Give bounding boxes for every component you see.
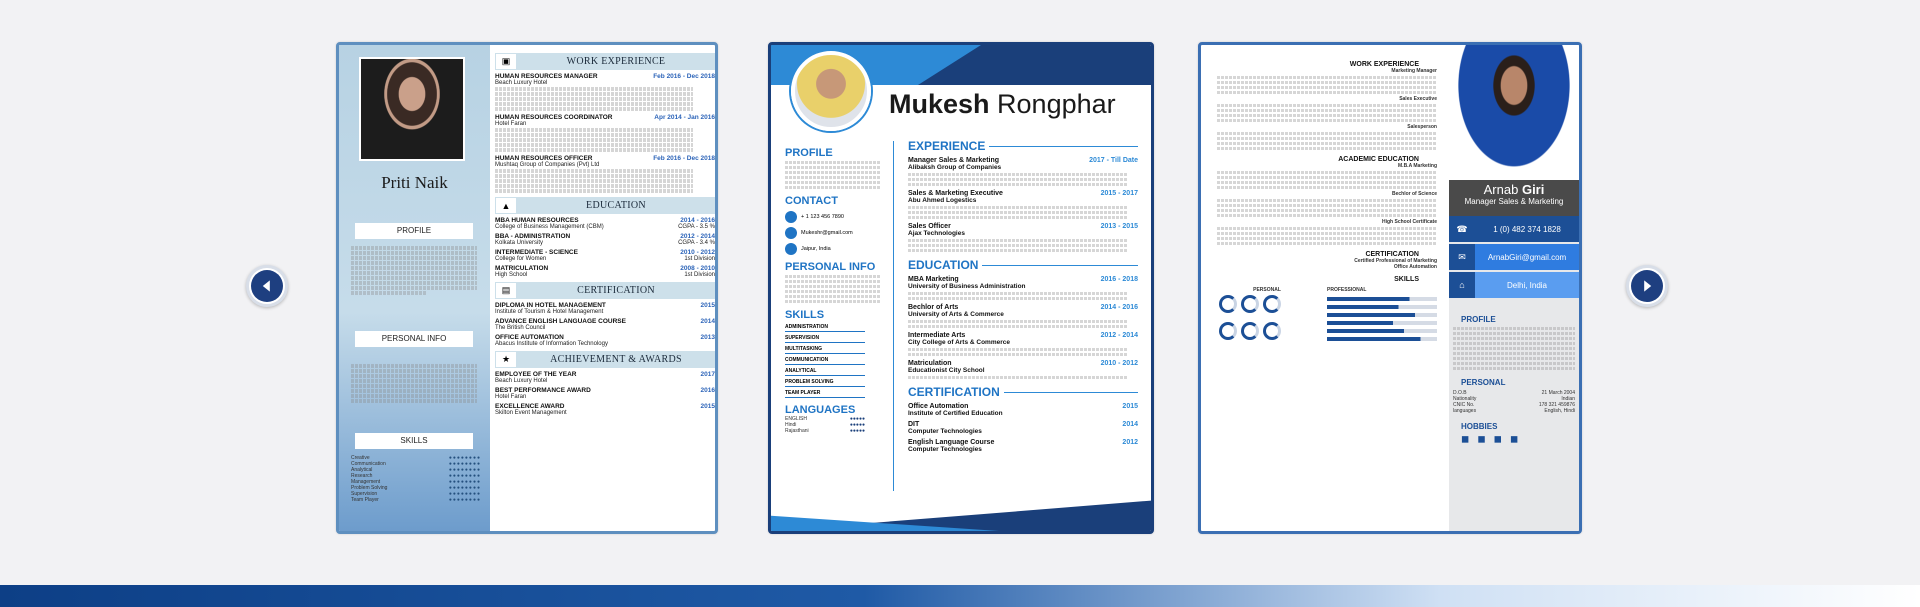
previous-button[interactable] xyxy=(246,265,288,307)
skill-item: COMMUNICATION xyxy=(785,357,865,365)
language-label: ENGLISH xyxy=(785,416,807,422)
certification-entry: DIPLOMA IN HOTEL MANAGEMENT 2015 Institute of Tourism & Hotel Management xyxy=(495,302,715,315)
profile-photo xyxy=(359,57,465,161)
skill-label: Analytical xyxy=(351,467,373,473)
award-entry: EXCELLENCE AWARD 2015 Skilton Event Management xyxy=(495,403,715,416)
resume2-right-column: EXPERIENCE Manager Sales & Marketing 2017 - Till Date Alibaksh Group of Companies Sales & Marketing Executive 2015 - 2017 Abu Ahmed Logestics Sales Officer 2013 - 2015 Ajax Technologies EDUCATION MBA Marketing 2016 - 2018 University of Business Administration Bechlor of Arts 2014 - 2016 University of Arts & Commerce Intermediate Arts 2012 - 2014 City College of Arts & Commerce Matriculation 2010 - 2012 Educationist City School CERTIFICATION Office Automation 2015 Institute of Certified Education DIT 2014 Computer Technologies English Language Course 2012 Computer Technologies xyxy=(908,139,1138,453)
education-heading: ▲ EDUCATION xyxy=(495,197,715,214)
certification-heading: CERTIFICATION xyxy=(1365,251,1419,258)
certification-heading: ▤ CERTIFICATION xyxy=(495,282,715,299)
skill-circle xyxy=(1263,295,1281,313)
skill-circle xyxy=(1241,322,1259,340)
resume2-name: Mukesh Rongphar xyxy=(889,89,1116,119)
skill-item: PROBLEM SOLVING xyxy=(785,379,865,387)
personal-skills: PERSONAL xyxy=(1217,287,1317,347)
skill-label: Team Player xyxy=(351,497,379,503)
education-entry: MBA HUMAN RESOURCES 2014 - 2016 College of Business Management (CBM) CGPA - 3.5 % xyxy=(495,217,715,230)
resume1-name: Priti Naik xyxy=(381,173,448,192)
next-button[interactable] xyxy=(1626,265,1668,307)
personal-info-list xyxy=(351,363,477,404)
certification-entry: OFFICE AUTOMATION 2013 Abacus Institute of Information Technology xyxy=(495,334,715,347)
location-row: Jaipur, India xyxy=(785,243,885,255)
resume3-namebox: Arnab Giri Manager Sales & Marketing xyxy=(1449,180,1579,216)
skill-label: Supervision xyxy=(351,491,378,497)
skill-item: SUPERVISION xyxy=(785,335,865,343)
hobbies-heading: HOBBIES xyxy=(1461,422,1498,431)
phone-row: + 1 123 456 7890 xyxy=(785,211,885,223)
profile-heading: PROFILE xyxy=(355,223,473,239)
skill-label: Communication xyxy=(351,461,386,467)
certification-heading: CERTIFICATION xyxy=(908,385,1138,399)
profile-heading: PROFILE xyxy=(1461,315,1496,324)
skill-circle xyxy=(1241,295,1259,313)
personal-info-heading: PERSONAL INFO xyxy=(355,331,473,347)
award-entry: EMPLOYEE OF THE YEAR 2017 Beach Luxury Hotel xyxy=(495,371,715,384)
arrow-left-icon xyxy=(251,270,283,302)
resume-template-1[interactable] xyxy=(336,42,718,534)
skill-item: MULTITASKING xyxy=(785,346,865,354)
resume-template-2[interactable] xyxy=(768,42,1154,534)
award-icon: ★ xyxy=(495,351,517,368)
award-entry: BEST PERFORMANCE AWARD 2016 Hotel Faran xyxy=(495,387,715,400)
skills-heading: SKILLS xyxy=(1394,276,1419,283)
language-label: Rajasthani xyxy=(785,428,809,434)
skill-circle xyxy=(1263,322,1281,340)
skill-circle xyxy=(1219,295,1237,313)
work-experience-heading: ▣ WORK EXPERIENCE xyxy=(495,53,715,70)
professional-skills: PROFESSIONAL xyxy=(1327,287,1437,347)
certificate-icon: ▤ xyxy=(495,282,517,299)
skills-heading: SKILLS xyxy=(355,433,473,449)
phone-row: ☎ 1 (0) 482 374 1828 xyxy=(1449,216,1579,242)
email-icon: ✉ xyxy=(1449,244,1475,270)
skill-label: Management xyxy=(351,479,381,485)
resume-template-3[interactable] xyxy=(1198,42,1582,534)
job-entry: HUMAN RESOURCES COORDINATOR Apr 2014 - Jan 2016 Hotel Faran xyxy=(495,114,715,152)
arrow-right-icon xyxy=(1631,270,1663,302)
skills-list: Creative ●●●●●●●● Communication ●●●●●●●● Analytical ●●●●●●●● Research ●●●●●●●● Management ●●●●●●●● Problem Solving ●●●●●●●● Supervision ●●●●●●●● Team Player ●●●●●●●● xyxy=(351,455,481,503)
location-row: ⌂ Delhi, India xyxy=(1449,272,1579,298)
email-row: Mukeshr@gmail.com xyxy=(785,227,885,239)
job-entry: HUMAN RESOURCES MANAGER Feb 2016 - Dec 2018 Beach Luxury Hotel xyxy=(495,73,715,111)
profile-photo xyxy=(791,51,871,131)
profile-heading: PROFILE xyxy=(785,147,833,159)
email-row: ✉ ArnabGiri@gmail.com xyxy=(1449,244,1579,270)
education-entry: INTERMEDIATE - SCIENCE 2010 - 2012 College for Women 1st Division xyxy=(495,249,715,262)
resume2-left-column: PROFILE CONTACT + 1 123 456 7890 Mukeshr@gmail.com Jaipur, India PERSONAL INFO SKILLS ADMINISTRATION SUPERVISION MULTITASKING COMMUNICATION ANALYTICAL PROBLEM SOLVING TEAM PLAYER LANGUAGES ENGLISH ●●●●● Hindi ●●●●● Rajasthani ●●●●● xyxy=(785,141,885,434)
location-icon: ⌂ xyxy=(1449,272,1475,298)
phone-icon xyxy=(785,211,797,223)
skills-heading: SKILLS xyxy=(785,309,825,321)
graduation-cap-icon: ▲ xyxy=(495,197,517,214)
contact-heading: CONTACT xyxy=(785,195,838,207)
bottom-gradient-band xyxy=(0,585,1920,607)
certification-entry: ADVANCE ENGLISH LANGUAGE COURSE 2014 The British Council xyxy=(495,318,715,331)
phone-icon: ☎ xyxy=(1449,216,1475,242)
skill-label: Problem Solving xyxy=(351,485,388,491)
experience-heading: EXPERIENCE xyxy=(908,139,1138,153)
resume1-main xyxy=(495,49,715,416)
education-entry: MATRICULATION 2008 - 2010 High School 1st Division xyxy=(495,265,715,278)
skill-item: ADMINISTRATION xyxy=(785,324,865,332)
education-entry: BBA - ADMINISTRATION 2012 - 2014 Kolkata University CGPA - 3.4 % xyxy=(495,233,715,246)
skill-item: ANALYTICAL xyxy=(785,368,865,376)
languages-heading: LANGUAGES xyxy=(785,404,856,416)
skill-circle xyxy=(1219,322,1237,340)
awards-heading: ★ ACHIEVEMENT & AWARDS xyxy=(495,351,715,368)
education-heading: ACADEMIC EDUCATION xyxy=(1338,156,1419,163)
language-label: Hindi xyxy=(785,422,797,428)
location-icon xyxy=(785,243,797,255)
personal-heading: PERSONAL xyxy=(1461,378,1506,387)
profile-photo xyxy=(1449,45,1579,180)
resume1-sidebar xyxy=(339,45,490,531)
education-heading: EDUCATION xyxy=(908,258,1138,272)
skill-label: Research xyxy=(351,473,373,479)
personal-info-heading: PERSONAL INFO xyxy=(785,261,876,273)
profile-text xyxy=(351,245,477,296)
work-heading: WORK EXPERIENCE xyxy=(1349,61,1419,68)
email-icon xyxy=(785,227,797,239)
briefcase-icon: ▣ xyxy=(495,53,517,70)
resume3-main: WORK EXPERIENCE Marketing Manager Sales Executive Salesperson ACADEMIC EDUCATION M.B.A Marketing Bechlor of Science High School Certificate CERTIFICATION Certified Professional of Marketing Office Automation SKILLS PERSONAL PROFESSIONAL xyxy=(1217,55,1437,347)
job-entry: HUMAN RESOURCES OFFICER Feb 2016 - Dec 2018 Mushtaq Group of Companies (Pvt) Ltd xyxy=(495,155,715,193)
divider xyxy=(893,141,894,491)
skill-label: Creative xyxy=(351,455,370,461)
resume3-side-content: PROFILE PERSONAL D.O.B 21 March 2004 Nationality Indian CNIC No. 178 321 459876 languages English, Hindi HOBBIES ◼ ◼ ◼ ◼ xyxy=(1453,315,1575,445)
hobbies-icons: ◼ ◼ ◼ ◼ xyxy=(1461,434,1519,445)
skill-item: TEAM PLAYER xyxy=(785,390,865,398)
